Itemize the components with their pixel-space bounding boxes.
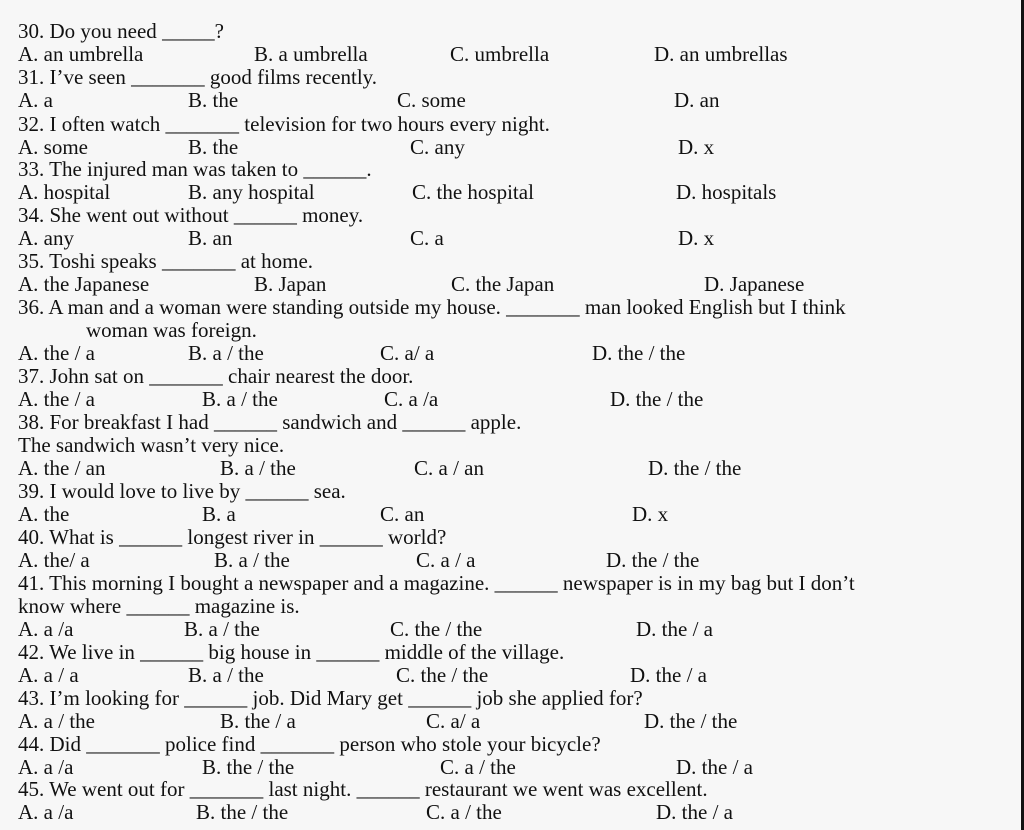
question-34 (18, 204, 1020, 227)
option-a: A. some (18, 135, 88, 159)
options-30 (18, 43, 1020, 66)
question-text: job she applied for? (471, 686, 643, 710)
answer-blank: _______ (189, 777, 264, 801)
question-text: money. (296, 203, 364, 227)
question-text: apple. (465, 410, 522, 434)
question-text: restaurant we went was excellent. (419, 777, 708, 801)
option-c: C. any (410, 135, 465, 159)
question-44 (18, 733, 1020, 756)
answer-blank: ______ (402, 410, 466, 434)
options-36 (18, 342, 1020, 365)
answer-blank: ______ (356, 777, 420, 801)
options-38 (18, 457, 1020, 480)
option-b: B. a / the (214, 548, 290, 572)
option-a: A. a / the (18, 709, 95, 733)
answer-blank: ______ (140, 640, 204, 664)
option-a: A. an umbrella (18, 42, 144, 66)
option-c: C. the hospital (412, 180, 534, 204)
question-text: last night. (263, 777, 357, 801)
options-33 (18, 181, 1020, 204)
question-32 (18, 113, 1020, 136)
options-39 (18, 503, 1020, 526)
option-c: C. a (410, 226, 444, 250)
answer-blank: _____ (162, 19, 215, 43)
option-a: A. hospital (18, 180, 111, 204)
option-d: D. the / the (610, 387, 704, 411)
options-31 (18, 89, 1020, 112)
question-text: person who stole your bicycle? (334, 732, 601, 756)
options-45 (18, 801, 1020, 824)
question-text: 42. We live in (18, 640, 141, 664)
option-c: C. a / a (416, 548, 476, 572)
question-35 (18, 250, 1020, 273)
options-42 (18, 664, 1020, 687)
options-40 (18, 549, 1020, 572)
option-a: A. a (18, 88, 53, 112)
question-38 (18, 411, 1020, 434)
options-44 (18, 756, 1020, 779)
option-b: B. a / the (188, 341, 264, 365)
answer-blank: ______ (245, 479, 309, 503)
answer-blank: ______ (303, 157, 367, 181)
question-text: 33. The injured man was taken to (18, 157, 304, 181)
option-a: A. the / a (18, 387, 95, 411)
question-41 (18, 572, 1020, 595)
answer-blank: _______ (149, 364, 223, 388)
option-a: A. the/ a (18, 548, 90, 572)
question-text: woman was foreign. (86, 318, 257, 342)
options-32 (18, 136, 1020, 159)
options-43 (18, 710, 1020, 733)
question-text: middle of the village. (379, 640, 565, 664)
option-a: A. a /a (18, 617, 74, 641)
option-d: D. the / the (592, 341, 686, 365)
answer-blank: _______ (131, 65, 205, 89)
option-b: B. a / the (202, 387, 278, 411)
option-d: D. Japanese (704, 272, 805, 296)
answer-blank: _______ (260, 732, 335, 756)
question-text: 41. This morning I bought a newspaper and a magazine. (18, 571, 495, 595)
option-d: D. an umbrellas (654, 42, 788, 66)
question-45 (18, 778, 1020, 801)
question-38-continued (18, 434, 1020, 457)
question-text: 38. For breakfast I had (18, 410, 214, 434)
question-text: 35. Toshi speaks (18, 249, 162, 273)
question-39 (18, 480, 1020, 503)
question-text: 44. Did (18, 732, 87, 756)
option-d: D. an (674, 88, 720, 112)
question-text: 45. We went out for (18, 777, 190, 801)
question-text: 40. What is (18, 525, 120, 549)
option-b: B. a umbrella (254, 42, 368, 66)
question-text: 34. She went out without (18, 203, 234, 227)
option-d: D. the / the (648, 456, 742, 480)
question-text: big house in (203, 640, 317, 664)
answer-blank: _______ (165, 112, 240, 136)
answer-blank: ______ (319, 525, 383, 549)
answer-blank: _______ (161, 249, 236, 273)
options-35 (18, 273, 1020, 296)
question-text: sea. (308, 479, 346, 503)
question-text: 32. I often watch (18, 112, 166, 136)
answer-blank: ______ (494, 571, 558, 595)
question-text: ? (214, 19, 224, 43)
option-a: A. any (18, 226, 74, 250)
question-30 (18, 20, 1020, 43)
option-b: B. any hospital (188, 180, 315, 204)
answer-blank: ______ (213, 410, 277, 434)
option-c: C. a /a (384, 387, 439, 411)
option-a: A. the / a (18, 341, 95, 365)
answer-blank: ______ (233, 203, 297, 227)
option-a: A. a /a (18, 800, 74, 824)
question-42 (18, 641, 1020, 664)
option-d: D. the / a (630, 663, 707, 687)
question-text: police find (159, 732, 261, 756)
option-d: D. the / a (656, 800, 733, 824)
option-d: D. x (678, 135, 715, 159)
option-c: C. the / the (390, 617, 483, 641)
option-b: B. Japan (254, 272, 327, 296)
option-d: D. the / a (676, 755, 753, 779)
option-b: B. the / the (202, 755, 295, 779)
question-text: 39. I would love to live by (18, 479, 246, 503)
option-a: A. a / a (18, 663, 79, 687)
option-d: D. the / a (636, 617, 713, 641)
option-c: C. the Japan (451, 272, 555, 296)
option-b: B. a / the (220, 456, 296, 480)
question-text: good films recently. (204, 65, 378, 89)
question-43 (18, 687, 1020, 710)
answer-blank: ______ (119, 525, 183, 549)
question-text: 30. Do you need (18, 19, 163, 43)
answer-blank: ______ (184, 686, 248, 710)
option-a: A. the (18, 502, 70, 526)
options-41 (18, 618, 1020, 641)
question-text: The sandwich wasn’t very nice. (18, 433, 285, 457)
option-c: C. a / the (426, 800, 502, 824)
question-text: know where ______ magazine is. (18, 594, 300, 618)
answer-blank: _______ (86, 732, 160, 756)
options-37 (18, 388, 1020, 411)
option-d: D. x (678, 226, 715, 250)
option-d: D. hospitals (676, 180, 777, 204)
question-text: sandwich and (276, 410, 403, 434)
option-c: C. a/ a (426, 709, 481, 733)
option-b: B. a (202, 502, 236, 526)
option-c: C. a/ a (380, 341, 435, 365)
option-c: C. an (380, 502, 425, 526)
option-a: A. the / an (18, 456, 106, 480)
option-d: D. the / the (606, 548, 700, 572)
options-34 (18, 227, 1020, 250)
option-c: C. some (397, 88, 466, 112)
question-33 (18, 158, 1020, 181)
question-31 (18, 66, 1020, 89)
option-d: D. x (632, 502, 669, 526)
question-text: job. Did Mary get (247, 686, 409, 710)
question-36-continued (86, 319, 1020, 342)
question-text: man looked English but I think (579, 295, 846, 319)
question-text: longest river in (182, 525, 320, 549)
option-c: C. a / an (414, 456, 484, 480)
question-text: world? (382, 525, 447, 549)
question-text: newspaper is in my bag but I don’t (557, 571, 855, 595)
option-b: B. the / the (196, 800, 289, 824)
option-c: C. umbrella (450, 42, 550, 66)
option-c: C. the / the (396, 663, 489, 687)
question-text: . (366, 157, 372, 181)
question-37 (18, 365, 1020, 388)
option-c: C. a / the (440, 755, 516, 779)
answer-blank: ______ (316, 640, 380, 664)
question-text: at home. (235, 249, 314, 273)
question-40 (18, 526, 1020, 549)
question-text: 31. I’ve seen (18, 65, 132, 89)
question-text: chair nearest the door. (222, 364, 414, 388)
question-41-continued (18, 595, 1020, 618)
question-36 (18, 296, 1020, 319)
question-text: 43. I’m looking for (18, 686, 185, 710)
answer-blank: _______ (506, 295, 580, 319)
option-b: B. the (188, 135, 239, 159)
answer-blank: ______ (408, 686, 472, 710)
option-d: D. the / the (644, 709, 738, 733)
question-text: television for two hours every night. (239, 112, 550, 136)
option-a: A. a /a (18, 755, 74, 779)
question-text: 36. A man and a woman were standing outside my house. (18, 295, 507, 319)
option-a: A. the Japanese (18, 272, 150, 296)
option-b: B. an (188, 226, 233, 250)
option-b: B. the / a (220, 709, 296, 733)
option-b: B. a / the (184, 617, 260, 641)
option-b: B. a / the (188, 663, 264, 687)
question-text: 37. John sat on (18, 364, 150, 388)
option-b: B. the (188, 88, 239, 112)
